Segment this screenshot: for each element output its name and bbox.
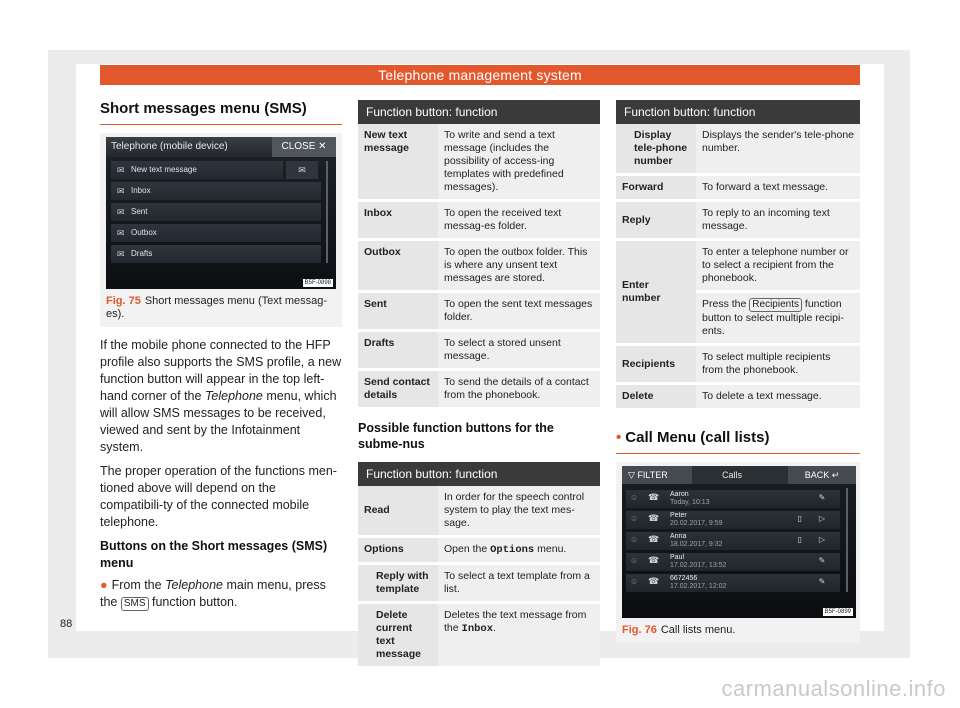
filter-icon: ▽ [628, 470, 635, 480]
section-title-sms: Short messages menu (SMS) [100, 100, 342, 125]
table-row: Options Open the Options menu. [358, 537, 600, 564]
new-message-icon: ✉ [117, 165, 125, 175]
envelope-icon: ✉ [117, 207, 125, 217]
envelope-icon: ✉ [117, 228, 125, 238]
table-row: Press the Recipients function button to select multiple recipi-ents. [616, 292, 860, 345]
call-list-item[interactable]: ☺ ☎ 6672456 17.02.2017, 12:02 ✎ [626, 574, 840, 592]
call-lists-screenshot [622, 466, 856, 618]
calls-title: Calls [722, 470, 743, 480]
table-row: Forward To forward a text message. [616, 175, 860, 201]
subheading: Possible function buttons for the subme-nus [358, 421, 554, 451]
call-type-icon: ☎ [648, 555, 660, 565]
image-code: B5F-0899 [824, 609, 851, 615]
bullet-icon: • [616, 429, 622, 446]
edit-icon[interactable]: ✎ [818, 493, 826, 502]
table-row: Read In order for the speech control system to play the text mes-sage. [358, 486, 600, 537]
figure-caption: Fig. 76 Call lists menu. [622, 624, 736, 636]
bullet-icon: ● [100, 578, 108, 592]
edit-icon[interactable]: ✎ [818, 577, 826, 586]
table-row: Drafts To select a stored unsent message. [358, 331, 600, 370]
function-table-right [616, 100, 860, 411]
mobile-phone-icon: ▯ [797, 535, 802, 544]
table-header: Function button: function [616, 100, 860, 124]
compose-icon[interactable]: ✉ [286, 161, 318, 179]
edit-icon[interactable]: ✎ [818, 556, 826, 565]
play-icon[interactable]: ▷ [818, 514, 826, 523]
page-number: 88 [60, 618, 73, 630]
menu-item-drafts[interactable]: ✉ Drafts [111, 245, 321, 263]
table-row: Reply To reply to an incoming text message. [616, 201, 860, 240]
table-row: Delete To delete a text message. [616, 384, 860, 410]
call-list-item[interactable]: ☺ ☎ Aaron Today, 10:13 ✎ [626, 490, 840, 508]
table-row: Reply with template To select a text template from a list. [358, 564, 600, 603]
screen-title-bar: Telephone (mobile device) [106, 137, 336, 157]
mobile-phone-icon: ▯ [797, 514, 802, 523]
figure-number: Fig. 75 [106, 295, 141, 307]
call-type-icon: ☎ [648, 576, 660, 586]
figure-number: Fig. 76 [622, 624, 657, 636]
play-icon[interactable]: ▷ [818, 535, 826, 544]
envelope-icon: ✉ [117, 186, 125, 196]
back-button[interactable]: BACK ↵ [788, 466, 856, 484]
menu-item-sent[interactable]: ✉ Sent [111, 203, 321, 221]
menu-item-outbox[interactable]: ✉ Outbox [111, 224, 321, 242]
recipients-key: Recipients [749, 298, 802, 312]
table-row: Outbox To open the outbox folder. This is where any unsent text messages are stored. [358, 240, 600, 292]
envelope-icon: ✉ [117, 249, 125, 259]
contact-icon: ☺ [630, 535, 639, 544]
contact-icon: ☺ [630, 556, 639, 565]
figure-75 [100, 133, 342, 327]
function-table-submenus [358, 462, 600, 669]
sms-menu-screenshot [106, 137, 336, 289]
watermark: carmanualsonline.info [721, 676, 946, 701]
contact-icon: ☺ [630, 514, 639, 523]
close-button[interactable]: CLOSE ✕ [272, 137, 336, 157]
table-row: Sent To open the sent text messages folder. [358, 292, 600, 331]
filter-button[interactable]: ▽ FILTER [622, 466, 692, 484]
table-row: Display tele-phone number Displays the sender's tele-phone number. [616, 124, 860, 175]
table-row: Send contact details To send the details of a contact from the phonebook. [358, 370, 600, 409]
scrollbar[interactable] [846, 488, 848, 592]
table-row: Inbox To open the received text messag-es folder. [358, 201, 600, 240]
call-list-item[interactable]: ☺ ☎ Anna 18.02.2017, 9:32 ▯ ▷ [626, 532, 840, 550]
instruction-step: ● From the Telephone main menu, press the SMS function button. [100, 578, 326, 609]
call-type-icon: ☎ [648, 492, 660, 502]
paragraph: The proper operation of the functions men-tioned above will depend on the compatibili-ty of the connected mobile telephone. [100, 464, 337, 529]
back-arrow-icon: ↵ [831, 470, 840, 480]
table-row: New text message To write and send a text message (includes the possibility of access-ing templates with predefined messages). [358, 124, 600, 201]
contact-icon: ☺ [630, 577, 639, 586]
table-row: Recipients To select multiple recipients from the phonebook. [616, 345, 860, 384]
contact-icon: ☺ [630, 493, 639, 502]
image-code: B5F-0898 [304, 280, 331, 286]
call-list-item[interactable]: ☺ ☎ Paul 17.02.2017, 13:52 ✎ [626, 553, 840, 571]
left-column [100, 100, 342, 618]
table-row: Delete current text message Deletes the text message from the Inbox. [358, 603, 600, 668]
page-header: Telephone management system [100, 65, 860, 85]
section-title-call-menu: • Call Menu (call lists) [616, 429, 860, 454]
call-list-item[interactable]: ☺ ☎ Peter 20.02.2017, 9:59 ▯ ▷ [626, 511, 840, 529]
table-header: Function button: function [358, 100, 600, 124]
menu-item-new-text-message[interactable]: ✉ New text message [111, 161, 283, 179]
scrollbar[interactable] [326, 161, 328, 263]
paragraph: If the mobile phone connected to the HFP profile also supports the SMS profile, a new function button will appear in the top left-hand corner of the Telephone menu, which will allow SMS messages to be received, viewed and sent by the Infotainment system. [100, 338, 342, 454]
figure-caption: Fig. 75 Short messages menu (Text messag-es). [106, 295, 328, 320]
menu-item-inbox[interactable]: ✉ Inbox [111, 182, 321, 200]
call-type-icon: ☎ [648, 534, 660, 544]
figure-76 [616, 462, 860, 643]
table-header: Function button: function [358, 462, 600, 486]
middle-column [358, 100, 600, 669]
sms-key: SMS [121, 597, 149, 611]
call-type-icon: ☎ [648, 513, 660, 523]
function-table-sms [358, 100, 600, 410]
right-column [616, 100, 860, 653]
subheading: Buttons on the Short messages (SMS) menu [100, 539, 328, 570]
table-row: Enter number To enter a telephone number or to select a recipient from the phonebook. [616, 240, 860, 292]
